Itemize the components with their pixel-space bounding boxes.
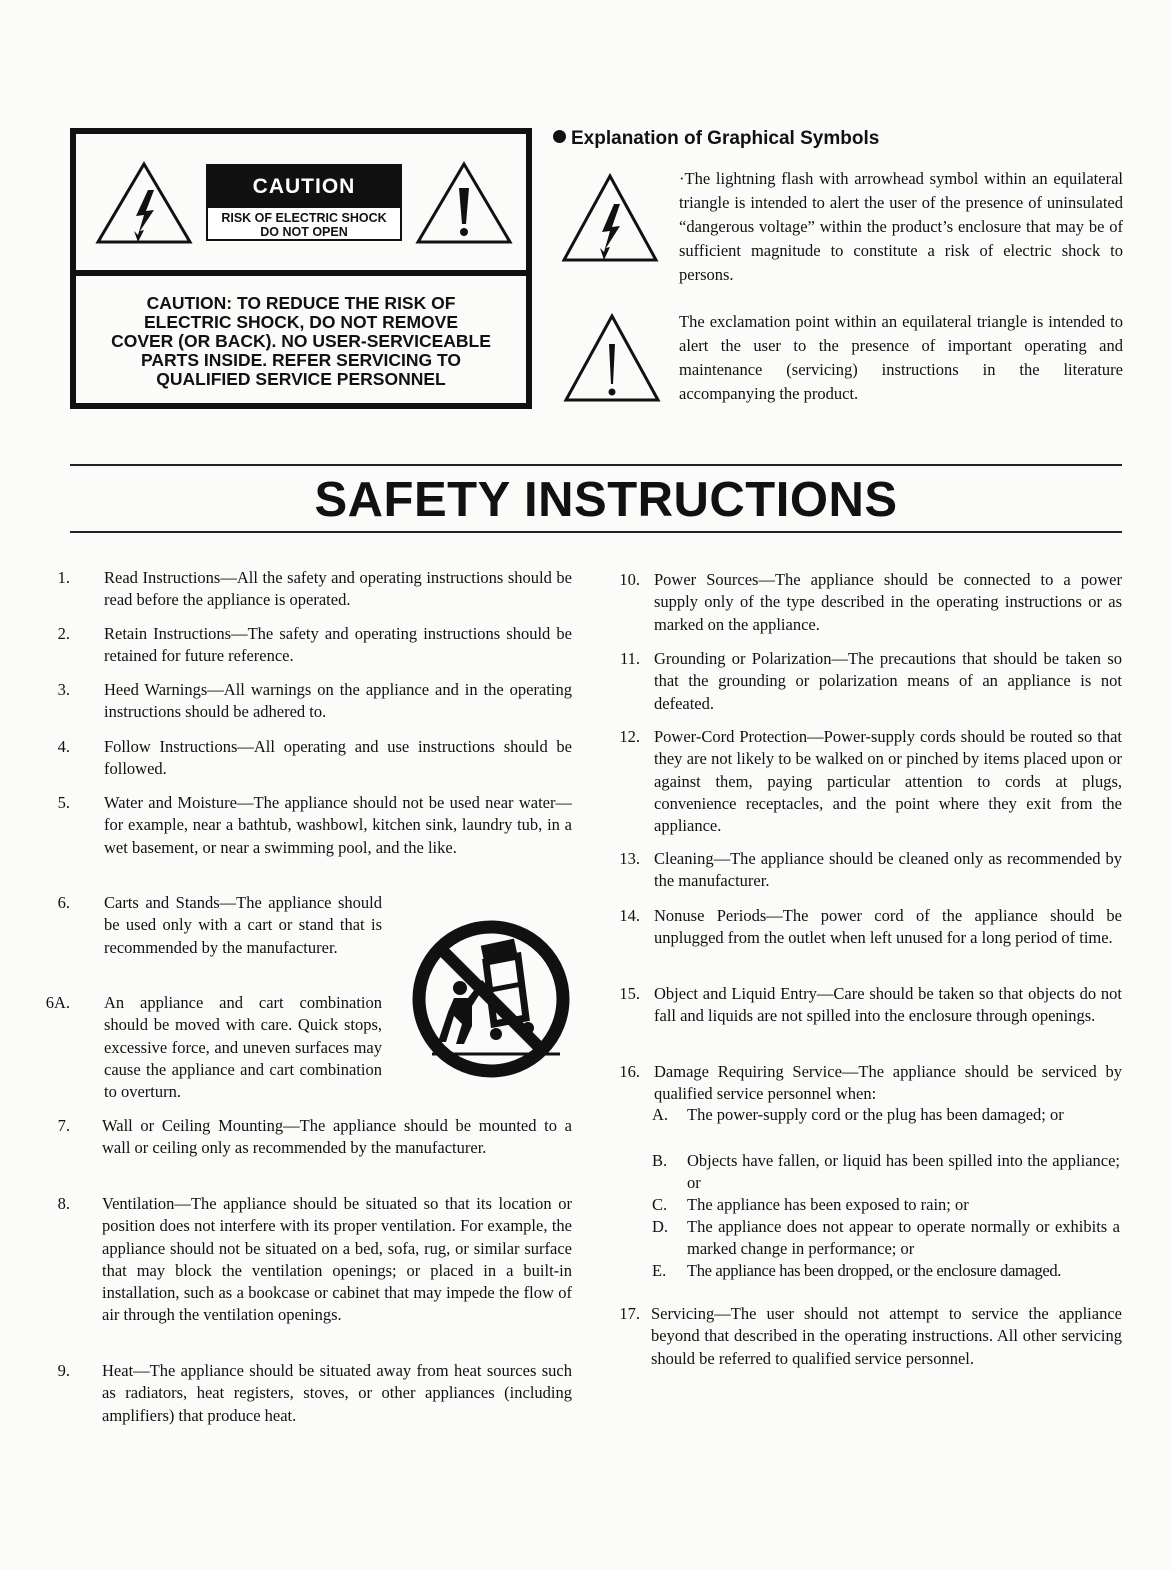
instruction-number: 6A.	[45, 993, 70, 1012]
instruction-text: Object and Liquid Entry—Care should be taken so that objects do not fall and liquids are not spilled into the enclosure through openings.	[654, 984, 1122, 1026]
symbols-heading-text: Explanation of Graphical Symbols	[571, 128, 880, 149]
damage-condition	[652, 1260, 1120, 1282]
instruction-number: 12.	[619, 727, 640, 746]
caution-main-line: PARTS INSIDE. REFER SERVICING TO	[141, 350, 461, 370]
instruction-item	[36, 892, 382, 959]
instruction-text: Read Instructions—All the safety and operating instructions should be read before the appliance is operated.	[104, 568, 572, 610]
exclamation-symbol-icon	[562, 312, 662, 404]
instruction-text: Grounding or Polarization—The precautions that should be taken so that the grounding or polarization means of an appliance is not defeated.	[654, 649, 1122, 713]
instruction-item	[36, 1193, 572, 1327]
caution-main-line: COVER (OR BACK). NO USER-SERVICEABLE	[111, 331, 491, 351]
instruction-number: 7.	[57, 1116, 70, 1135]
symbols-heading	[553, 128, 879, 150]
instruction-text: Cleaning—The appliance should be cleaned only as recommended by the manufacturer.	[654, 849, 1122, 891]
instruction-text: An appliance and cart combination should be moved with care. Quick stops, excessive force, and uneven surfaces may cause the appliance and cart combination to overturn.	[104, 993, 382, 1102]
lightning-warning-icon	[94, 160, 194, 246]
instruction-item	[36, 567, 572, 612]
instruction-text: Heat—The appliance should be situated away from heat sources such as radiators, heat registers, stoves, or other appliances (including amplifiers) that produce heat.	[102, 1361, 572, 1425]
condition-text: The appliance does not appear to operate normally or exhibits a marked change in performance; or	[687, 1217, 1120, 1259]
condition-letter: B.	[652, 1151, 668, 1170]
condition-text: The power-supply cord or the plug has been damaged; or	[687, 1105, 1064, 1124]
instruction-number: 14.	[619, 906, 640, 925]
instruction-item	[606, 905, 1122, 950]
instruction-item	[36, 792, 572, 859]
instruction-text: Nonuse Periods—The power cord of the appliance should be unplugged from the outlet when left unused for a long period of time.	[654, 906, 1122, 948]
condition-letter: D.	[652, 1217, 669, 1236]
instruction-item	[36, 736, 572, 781]
instruction-number: 3.	[57, 680, 70, 699]
lightning-symbol-icon	[560, 172, 660, 264]
instruction-number: 15.	[619, 984, 640, 1003]
instruction-item	[606, 1061, 1122, 1106]
cart-tip-over-warning-icon	[410, 918, 572, 1080]
instruction-number: 2.	[57, 624, 70, 643]
instruction-item	[606, 648, 1122, 715]
bullet-icon	[553, 130, 566, 143]
instruction-item	[36, 679, 572, 724]
title-rule-top	[70, 464, 1122, 466]
instruction-number: 4.	[57, 737, 70, 756]
instruction-item	[36, 992, 382, 1103]
caution-badge-title: CAUTION	[208, 166, 400, 208]
instruction-item	[36, 1360, 572, 1427]
condition-text: Objects have fallen, or liquid has been spilled into the appliance; or	[687, 1151, 1120, 1193]
caution-badge-line: DO NOT OPEN	[260, 225, 348, 239]
instruction-item	[36, 623, 572, 668]
exclamation-symbol-explanation: The exclamation point within an equilateral triangle is intended to alert the user to the presence of important operating and maintenance (servicing) instructions in the literature accompanying the product.	[679, 312, 1123, 403]
lightning-symbol-explanation: ·The lightning flash with arrowhead symbol within an equilateral triangle is intended to alert the user of the presence of uninsulated “dangerous voltage” within the product’s enclosure that may be of sufficient magnitude to constitute a risk of electric shock to persons.	[679, 169, 1123, 284]
page-title: SAFETY INSTRUCTIONS	[314, 473, 898, 527]
instruction-text: Ventilation—The appliance should be situated so that its location or position does not interfere with its proper ventilation. For example, the appliance should not be situated on a bed, sofa, rug, or similar surface that may block the ventilation openings; or placed in a built-in installation, such as a bookcase or cabinet that may impede the flow of air through the ventilation openings.	[102, 1194, 572, 1325]
condition-letter: E.	[652, 1261, 667, 1280]
instruction-text: Power-Cord Protection—Power-supply cords should be routed so that they are not likely to be walked on or pinched by items placed upon or against them, paying particular attention to cords at plugs, convenience receptacles, and the point where they exit from the appliance.	[654, 727, 1122, 836]
instruction-item	[36, 1115, 572, 1160]
damage-condition	[652, 1216, 1120, 1261]
instruction-text: Power Sources—The appliance should be connected to a power supply only of the type described in the operating instructions or as marked on the appliance.	[654, 570, 1122, 634]
instruction-item	[606, 848, 1122, 893]
instruction-number: 8.	[57, 1194, 70, 1213]
instruction-number: 13.	[619, 849, 640, 868]
instruction-item	[606, 983, 1122, 1028]
damage-condition	[652, 1194, 1120, 1216]
instruction-number: 10.	[619, 570, 640, 589]
damage-condition	[652, 1104, 1120, 1126]
exclamation-warning-icon	[414, 160, 514, 246]
caution-main-text	[76, 294, 526, 389]
instruction-text: Wall or Ceiling Mounting—The appliance should be mounted to a wall or ceiling only as recommended by the manufacturer.	[102, 1116, 572, 1158]
instruction-text: Water and Moisture—The appliance should not be used near water—for example, near a bathtub, washbowl, kitchen sink, laundry tub, in a wet basement, or near a swimming pool, and the like.	[104, 793, 572, 857]
instruction-text: Retain Instructions—The safety and operating instructions should be retained for future reference.	[104, 624, 572, 666]
caution-divider	[76, 270, 526, 276]
caution-badge	[206, 164, 402, 241]
instruction-text: Heed Warnings—All warnings on the appliance and in the operating instructions should be adhered to.	[104, 680, 572, 722]
caution-main-line: CAUTION: TO REDUCE THE RISK OF	[146, 293, 456, 313]
caution-main-line: QUALIFIED SERVICE PERSONNEL	[156, 369, 446, 389]
condition-text: The appliance has been dropped, or the enclosure damaged.	[687, 1261, 1062, 1280]
instruction-text: Damage Requiring Service—The appliance should be serviced by qualified service personnel when:	[654, 1062, 1122, 1104]
instruction-number: 1.	[57, 568, 70, 587]
instruction-item	[606, 726, 1122, 837]
instruction-number: 11.	[619, 649, 640, 668]
condition-letter: A.	[652, 1105, 669, 1124]
caution-badge-line: RISK OF ELECTRIC SHOCK	[221, 211, 387, 225]
instruction-number: 6.	[57, 893, 70, 912]
condition-text: The appliance has been exposed to rain; or	[687, 1195, 969, 1214]
caution-label-box	[70, 128, 532, 409]
caution-main-line: ELECTRIC SHOCK, DO NOT REMOVE	[143, 312, 459, 332]
instruction-text: Carts and Stands—The appliance should be used only with a cart or stand that is recommended by the manufacturer.	[104, 893, 382, 957]
instruction-number: 17.	[619, 1304, 640, 1323]
instruction-text: Follow Instructions—All operating and use instructions should be followed.	[104, 737, 572, 779]
condition-letter: C.	[652, 1195, 668, 1214]
title-rule-bottom	[70, 531, 1122, 533]
damage-condition	[652, 1150, 1120, 1195]
instruction-item	[606, 1303, 1122, 1370]
instruction-text: Servicing—The user should not attempt to service the appliance beyond that described in the operating instructions. All other servicing should be referred to qualified service personnel.	[651, 1304, 1122, 1368]
instruction-number: 5.	[57, 793, 70, 812]
caution-badge-subtitle	[208, 208, 400, 239]
instruction-number: 9.	[57, 1361, 70, 1380]
instruction-number: 16.	[619, 1062, 640, 1081]
instruction-item	[606, 569, 1122, 636]
